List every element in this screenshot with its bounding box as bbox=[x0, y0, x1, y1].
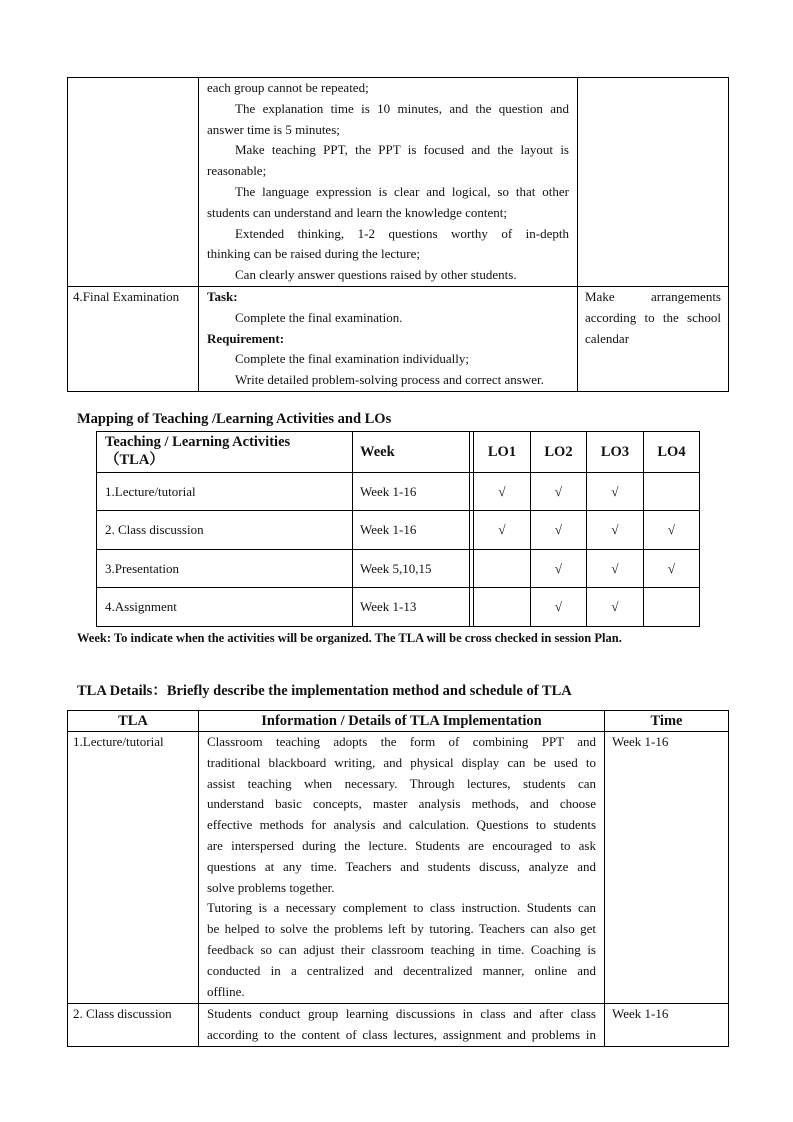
detail-line: Can clearly answer questions raised by other students. bbox=[235, 267, 517, 283]
detail-line: reasonable; bbox=[207, 163, 267, 179]
lo3-check: √ bbox=[587, 588, 644, 627]
details-cell bbox=[199, 78, 578, 287]
info-cell bbox=[199, 1004, 605, 1047]
week-cell: Week 1-13 bbox=[353, 588, 470, 627]
activity-cell bbox=[68, 286, 199, 391]
header-lo4: LO4 bbox=[644, 432, 700, 473]
week-cell: Week 5,10,15 bbox=[353, 550, 470, 588]
header-tla: TLA bbox=[68, 711, 199, 732]
lo1-check: √ bbox=[474, 473, 531, 511]
requirement-line: Complete the final examination individually; bbox=[235, 351, 469, 367]
header-lo3: LO3 bbox=[587, 432, 644, 473]
detail-line: The explanation time is 10 minutes, and the question and bbox=[235, 100, 569, 116]
activity-cell: 2. Class discussion bbox=[97, 511, 353, 550]
table-row bbox=[97, 550, 700, 588]
detail-line: Extended thinking, 1-2 questions worthy of in-depth bbox=[235, 225, 569, 241]
lo2-check: √ bbox=[531, 550, 587, 588]
table-row bbox=[97, 473, 700, 511]
time-cell bbox=[605, 1004, 729, 1047]
info-line: be helped to solve the problems left by tutoring. Teachers can also get bbox=[207, 921, 596, 937]
lo4-check bbox=[644, 473, 700, 511]
info-line: conducted in a centralized and decentralized manner, online and bbox=[207, 962, 596, 978]
time-cell bbox=[605, 732, 729, 1004]
task-label: Task: bbox=[207, 288, 238, 304]
header-row bbox=[97, 432, 700, 473]
lo2-check: √ bbox=[531, 588, 587, 627]
task-text: Complete the final examination. bbox=[235, 309, 403, 325]
table-row bbox=[68, 286, 729, 391]
detail-line: each group cannot be repeated; bbox=[207, 80, 369, 95]
time-line: Make arrangements bbox=[585, 288, 721, 304]
tla-details-title: TLA Details：Briefly describe the implementation method and schedule of TLA bbox=[77, 683, 572, 699]
tla-name: 1.Lecture/tutorial bbox=[73, 734, 164, 749]
header-tla-line1: Teaching / Learning Activities bbox=[105, 434, 291, 450]
detail-line: The language expression is clear and logical, so that other bbox=[235, 183, 569, 199]
mapping-note: Week: To indicate when the activities will be organized. The TLA will be cross checked in session Plan. bbox=[77, 631, 622, 645]
lo4-check: √ bbox=[644, 511, 700, 550]
header-lo2: LO2 bbox=[531, 432, 587, 473]
detail-line: Make teaching PPT, the PPT is focused and the layout is bbox=[235, 142, 569, 158]
table-row bbox=[97, 588, 700, 627]
info-line: traditional blackboard writing, and physical display can be used to bbox=[207, 754, 596, 770]
activity-cell bbox=[68, 78, 199, 287]
header-time: Time bbox=[605, 711, 729, 732]
time-line: calendar bbox=[585, 330, 630, 346]
info-line: according to the content of class lectures, assignment and problems in bbox=[207, 1026, 596, 1042]
activity-cell: 1.Lecture/tutorial bbox=[97, 473, 353, 511]
activities-table bbox=[67, 77, 729, 392]
header-tla bbox=[97, 432, 353, 473]
requirement-line: Write detailed problem-solving process and correct answer. bbox=[235, 372, 544, 388]
tla-name: 2. Class discussion bbox=[73, 1006, 172, 1021]
info-line: Classroom teaching adopts the form of combining PPT and bbox=[207, 734, 596, 749]
header-week: Week bbox=[353, 432, 470, 473]
header-tla-line2: （TLA） bbox=[105, 452, 164, 468]
info-cell bbox=[199, 732, 605, 1004]
lo1-check bbox=[474, 588, 531, 627]
lo3-check: √ bbox=[587, 473, 644, 511]
info-line: solve problems together. bbox=[207, 879, 335, 895]
lo3-check: √ bbox=[587, 550, 644, 588]
table-row bbox=[68, 78, 729, 287]
activity-cell: 4.Assignment bbox=[97, 588, 353, 627]
lo2-check: √ bbox=[531, 473, 587, 511]
lo4-check: √ bbox=[644, 550, 700, 588]
activity-name: 4.Final Examination bbox=[73, 288, 180, 304]
lo2-check: √ bbox=[531, 511, 587, 550]
week-cell: Week 1-16 bbox=[353, 473, 470, 511]
details-cell bbox=[199, 286, 578, 391]
time-value: Week 1-16 bbox=[612, 1006, 669, 1021]
info-line: assist teaching when necessary. Through lectures, students can bbox=[207, 775, 596, 791]
time-cell bbox=[578, 78, 729, 287]
detail-line: thinking can be raised during the lecture; bbox=[207, 246, 420, 262]
time-cell bbox=[578, 286, 729, 391]
info-line: effective methods for analysis and calculation. Questions to students bbox=[207, 817, 596, 833]
detail-line: students can understand and learn the knowledge content; bbox=[207, 204, 507, 220]
activity-cell: 3.Presentation bbox=[97, 550, 353, 588]
header-row bbox=[68, 711, 729, 732]
time-line: according to the school bbox=[585, 309, 721, 325]
detail-line: answer time is 5 minutes; bbox=[207, 121, 340, 137]
table-row bbox=[68, 732, 729, 1004]
week-cell: Week 1-16 bbox=[353, 511, 470, 550]
tla-cell bbox=[68, 1004, 199, 1047]
lo3-check: √ bbox=[587, 511, 644, 550]
mapping-title: Mapping of Teaching /Learning Activities and LOs bbox=[77, 411, 392, 427]
header-lo1: LO1 bbox=[474, 432, 531, 473]
table-row bbox=[97, 511, 700, 550]
mapping-table bbox=[96, 431, 700, 627]
lo1-check: √ bbox=[474, 511, 531, 550]
tla-details-table bbox=[67, 710, 729, 1047]
lo4-check bbox=[644, 588, 700, 627]
header-info: Information / Details of TLA Implementation bbox=[199, 711, 605, 732]
info-line: Students conduct group learning discussions in class and after class bbox=[207, 1006, 596, 1021]
info-line: feedback so can adjust their classroom teaching in time. Coaching is bbox=[207, 941, 596, 957]
lo1-check bbox=[474, 550, 531, 588]
info-line: Tutoring is a necessary complement to class instruction. Students can bbox=[207, 900, 596, 916]
requirement-label: Requirement: bbox=[207, 330, 285, 346]
info-line: offline. bbox=[207, 983, 245, 999]
tla-cell bbox=[68, 732, 199, 1004]
info-line: are interspersed during the lecture. Students are encouraged to ask bbox=[207, 837, 596, 853]
time-value: Week 1-16 bbox=[612, 734, 669, 749]
info-line: questions at any time. Teachers and students discuss, analyze and bbox=[207, 858, 596, 874]
table-row bbox=[68, 1004, 729, 1047]
info-line: understand basic concepts, master analysis methods, and choose bbox=[207, 796, 596, 812]
